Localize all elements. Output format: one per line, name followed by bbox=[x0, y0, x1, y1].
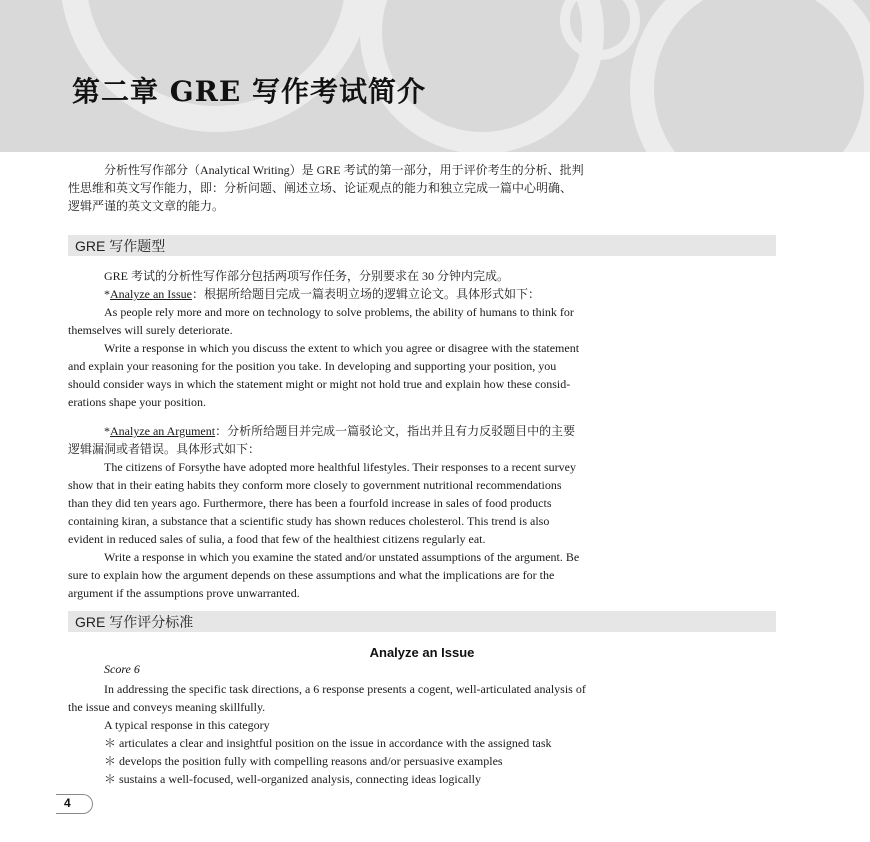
issue-label: Analyze an Issue bbox=[110, 287, 192, 301]
bullet-item-2 bbox=[104, 752, 503, 770]
decorative-ring-right bbox=[630, 0, 870, 152]
issue-instructions-line-1: Write a response in which you discuss the extent to which you agree or disagree with the statement bbox=[104, 341, 580, 355]
argument-instructions-line-1: Write a response in which you examine the stated and/or unstated assumptions of the argument. Be bbox=[104, 550, 580, 564]
section-bar-scoring bbox=[68, 611, 776, 632]
page-number: 4 bbox=[64, 796, 71, 810]
argument-instructions-line-2: sure to explain how the argument depends on these assumptions and what the implications are for the bbox=[68, 568, 555, 582]
score-label: Score 6 bbox=[104, 662, 140, 676]
argument-instructions-line-3: argument if the assumptions prove unwarranted. bbox=[68, 586, 300, 600]
section1-lead: GRE 考试的分析性写作部分包括两项写作任务，分别要求在 30 分钟内完成。 bbox=[104, 269, 510, 283]
argument-prefix: * bbox=[104, 424, 110, 438]
page-number-arc bbox=[56, 794, 93, 814]
bullet-item-1 bbox=[104, 734, 552, 752]
bullet-text-3: sustains a well-focused, well-organized analysis, connecting ideas logically bbox=[119, 772, 482, 786]
bullet-text-1: articulates a clear and insightful position on the issue in accordance with the assigned task bbox=[119, 736, 552, 750]
scoring-subheading: Analyze an Issue bbox=[369, 645, 475, 660]
intro-line-2: 性思维和英文写作能力，即：分析问题、阐述立场、论证观点的能力和独立完成一篇中心明确、 bbox=[68, 181, 573, 195]
score-description-line-1: In addressing the specific task directions, a 6 response presents a cogent, well-articulated analysis of bbox=[104, 682, 586, 696]
bullet-icon: ＊ bbox=[104, 754, 117, 768]
typical-response-line: A typical response in this category bbox=[104, 718, 270, 732]
intro-line-1: 分析性写作部分（Analytical Writing）是 GRE 考试的第一部分，用于评价考生的分析、批判 bbox=[104, 163, 584, 177]
argument-task-line bbox=[104, 422, 575, 440]
argument-description-line-2: 逻辑漏洞或者错误。具体形式如下： bbox=[68, 442, 261, 456]
issue-description: ：根据所给题目完成一篇表明立场的逻辑立论文。具体形式如下： bbox=[191, 287, 540, 301]
argument-prompt-line-3: than they did ten years ago. Furthermore, there has been a fourfold increase in sales of food products bbox=[68, 496, 552, 510]
issue-instructions-line-2: and explain your reasoning for the position you take. In developing and supporting your position, you bbox=[68, 359, 557, 373]
issue-task-line bbox=[104, 285, 540, 303]
section-title-scoring: GRE 写作评分标准 bbox=[75, 614, 194, 630]
issue-prefix: * bbox=[104, 287, 110, 301]
intro-line-3: 逻辑严谨的英文文章的能力。 bbox=[68, 199, 225, 213]
score-description-line-2: the issue and conveys meaning skillfully. bbox=[68, 700, 266, 714]
argument-description: ：分析所给题目并完成一篇驳论文，指出并且有力反驳题目中的主要 bbox=[215, 424, 576, 438]
bullet-item-3 bbox=[104, 770, 481, 788]
issue-prompt-line-1: As people rely more and more on technology to solve problems, the ability of humans to think for bbox=[104, 305, 574, 319]
bullet-icon: ＊ bbox=[104, 736, 117, 750]
bullet-text-2: develops the position fully with compelling reasons and/or persuasive examples bbox=[119, 754, 503, 768]
section-bar-question-types bbox=[68, 235, 776, 256]
chapter-header bbox=[0, 0, 870, 152]
argument-prompt-line-4: containing kiran, a substance that a scientific study has shown reduces cholesterol. This trend is also bbox=[68, 514, 550, 528]
argument-prompt-line-5: evident in reduced sales of sulia, a food that few of the healthiest citizens regularly eat. bbox=[68, 532, 486, 546]
decorative-ring-left bbox=[60, 0, 372, 132]
argument-prompt-line-1: The citizens of Forsythe have adopted more healthful lifestyles. Their responses to a recent survey bbox=[104, 460, 576, 474]
bullet-icon: ＊ bbox=[104, 772, 117, 786]
issue-instructions-line-3: should consider ways in which the statement might or might not hold true and explain how these consid- bbox=[68, 377, 571, 391]
argument-label: Analyze an Argument bbox=[110, 424, 216, 438]
chapter-title: 第二章 GRE 写作考试简介 bbox=[72, 75, 427, 108]
argument-prompt-line-2: show that in their eating habits they conform more closely to government nutritional recommendations bbox=[68, 478, 562, 492]
issue-instructions-line-4: erations shape your position. bbox=[68, 395, 206, 409]
issue-prompt-line-2: themselves will surely deteriorate. bbox=[68, 323, 233, 337]
section-title-question-types: GRE 写作题型 bbox=[75, 238, 166, 254]
